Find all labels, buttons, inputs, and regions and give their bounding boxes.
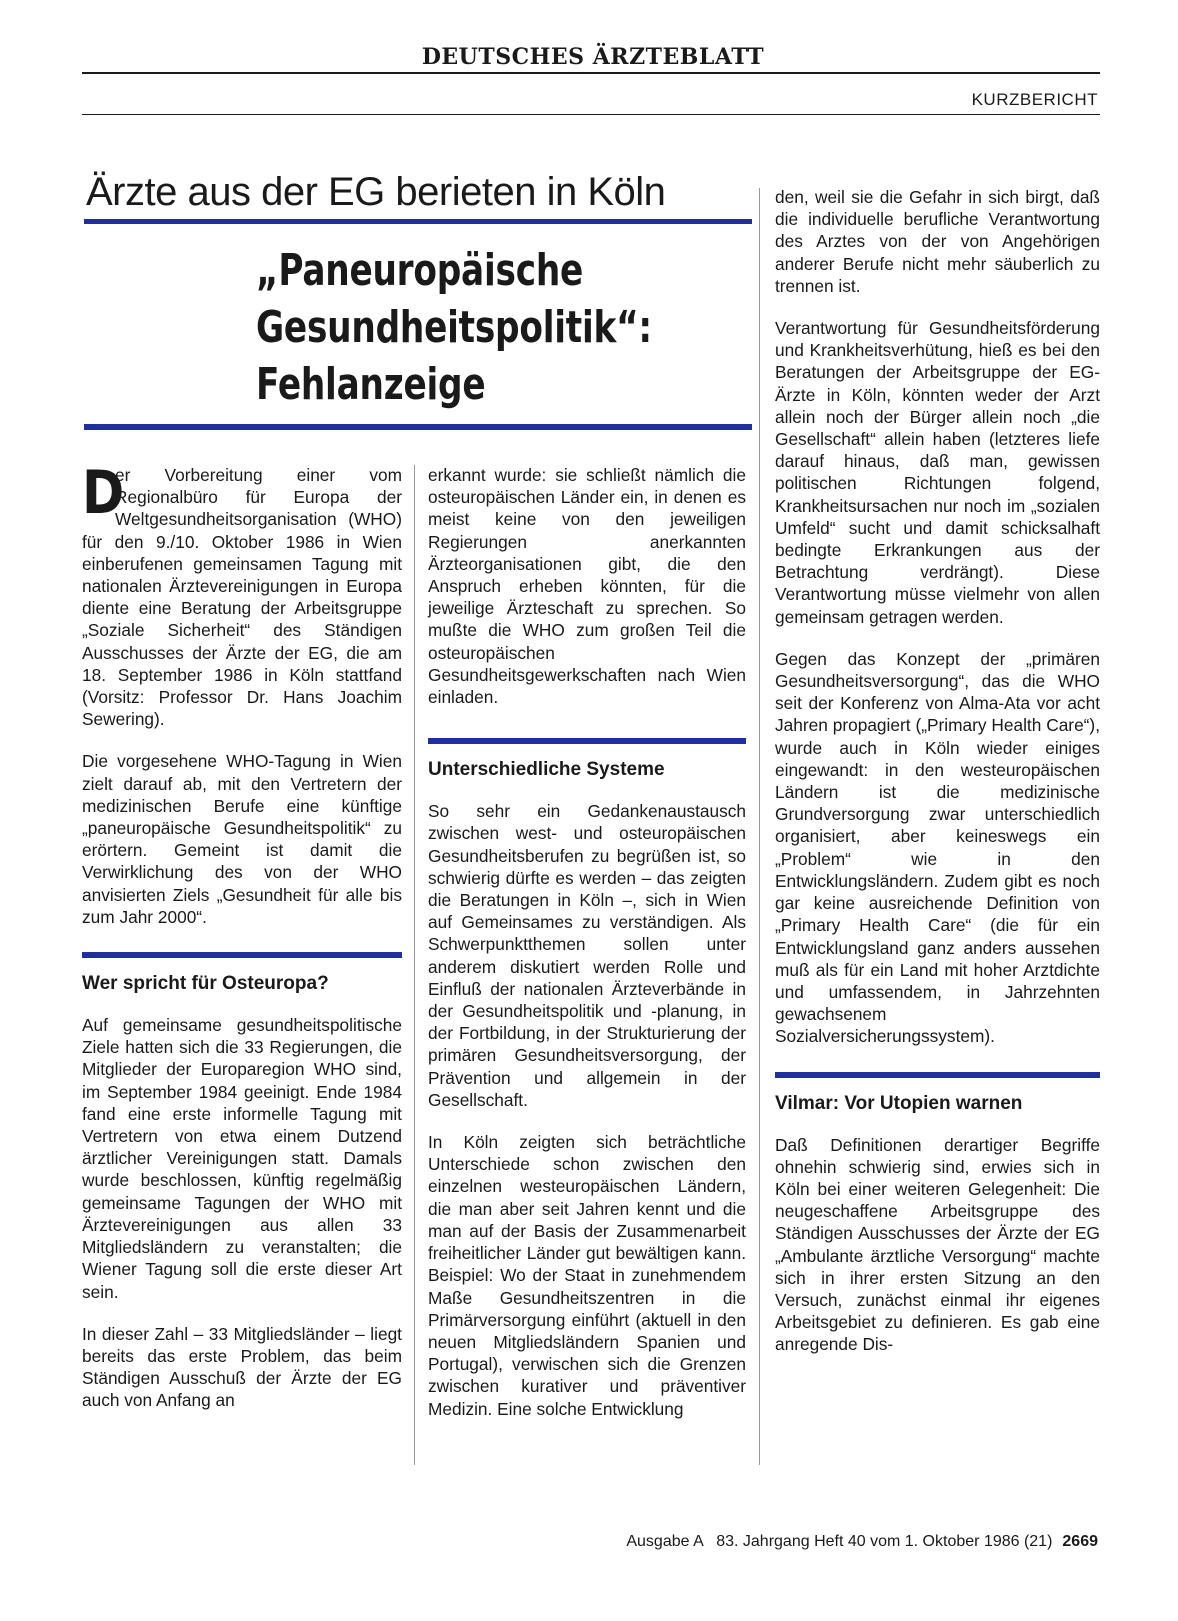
section-label: KURZBERICHT (971, 90, 1098, 109)
article-kicker: Ärzte aus der EG berieten in Köln (86, 170, 666, 214)
headline-underline (84, 424, 752, 430)
subhead-bar (82, 952, 402, 958)
column-2 (428, 464, 746, 1420)
article-headline (256, 242, 652, 413)
headline-line-1: „Paneuropäische (256, 245, 584, 296)
column-1 (82, 458, 402, 1412)
col1-paragraph-3: Auf gemeinsame gesundheitspolitische Ziele hatten sich die 33 Regierungen, die Mitglieder der Europaregion WHO sind, im September 1984 geeinigt. Ende 1984 fand eine erste informelle Tagung mit Vertretern von etwa einem Dutzend ärztlicher Vereinigungen statt. Damals wurde beschlossen, künftig regelmäßig gemeinsame Tagungen der WHO mit Ärztevereinigungen aus allen 33 Mitgliedsländern zu veranstalten; die Wiener Tagung soll die erste dieser Art sein. (82, 1015, 402, 1302)
subhead-bar (775, 1072, 1100, 1078)
col1-paragraph-1: D er Vorbereitung einer vom Regionalbüro für Europa der Weltgesundheitsorganisation (WHO) für den 9./10. Oktober 1986 in Wien einberufenen gemeinsamen Tagung mit nationalen Ärztevereinigungen in Europa diente eine Beratung der Arbeitsgruppe „Soziale Sicherheit“ des Ständigen Ausschusses der Ärzte der EG, die am 18. September 1986 in Köln stattfand (Vorsitz: Professor Dr. Hans Joachim Sewering). (82, 458, 402, 730)
col1-paragraph-4: In dieser Zahl – 33 Mitgliedsländer – liegt bereits das erste Problem, das beim Ständigen Ausschuß der Ärzte der EG auch von Anfang an (82, 1323, 402, 1411)
col1-paragraph-2: Die vorgesehene WHO-Tagung in Wien zielt darauf ab, mit den Vertretern der medizinischen Berufe eine künftige „paneuropäische Gesundheitspolitik“ zu erörtern. Gemeint ist damit die Verwirklichung des von der WHO anvisierten Ziels „Gesundheit für alle bis zum Jahr 2000“. (82, 751, 402, 927)
headline-line-3: Fehlanzeige (256, 359, 486, 410)
masthead-rule (82, 72, 1100, 74)
column-divider-2 (759, 188, 760, 1465)
drop-cap: D (82, 458, 125, 528)
section-rule (82, 114, 1100, 115)
col2-paragraph-2: So sehr ein Gedankenaustausch zwischen west- und osteuropäischen Gesundheitsberufen zu begrüßen ist, so schwierig dürfte es werden – das zeigten die Beratungen in Köln –, sich in Wien auf Gemeinsames zu verständigen. Als Schwerpunktthemen sollen unter anderem diskutiert werden Rolle und Einfluß der nationalen Ärzteverbände in der Gesundheitspolitik und -planung, in der Fortbildung, in der Strukturierung der primären Gesundheitsversorgung, der Prävention und allgemein in der Gesellschaft. (428, 801, 746, 1110)
subhead-bar (428, 738, 746, 744)
kicker-underline (84, 219, 752, 224)
subhead-osteuropa: Wer spricht für Osteuropa? (82, 973, 329, 995)
page-footer (626, 1533, 1098, 1551)
column-divider-1 (414, 465, 415, 1465)
subhead-systeme: Unterschiedliche Systeme (428, 759, 665, 781)
subhead-vilmar: Vilmar: Vor Utopien warnen (775, 1092, 1023, 1114)
col2-paragraph-1: erkannt wurde: sie schließt nämlich die osteuropäischen Länder ein, in denen es meist keine von den jeweiligen Regierungen anerkannten Ärzteorganisationen gibt, die den Anspruch erheben könnten, für die jeweilige Ärzteschaft zu sprechen. So mußte die WHO zum großen Teil die osteuropäischen Gesundheitsgewerkschaften nach Wien einladen. (428, 465, 746, 708)
page-number: 2669 (1062, 1533, 1098, 1550)
column-3 (775, 186, 1100, 1356)
masthead: DEUTSCHES ÄRZTEBLATT (421, 44, 765, 70)
col2-paragraph-3: In Köln zeigten sich beträchtliche Unterschiede schon zwischen den einzelnen westeuropäischen Ländern, die man aber seit Jahren kennt und die man auf der Basis der Zusammenarbeit freiheitlicher Länder gut bewältigen kann. Beispiel: Wo der Staat in zunehmendem Maße Gesundheitszentren in die Primärversorgung einführt (aktuell in den neuen Mitgliedsländern Spanien und Portugal), verwischen sich die Grenzen zwischen kurativer und präventiver Medizin. Eine solche Entwicklung (428, 1132, 746, 1419)
col3-paragraph-1: den, weil sie die Gefahr in sich birgt, daß die individuelle berufliche Verantwortung des Arztes von der von Angehörigen anderer Berufe nicht mehr säuberlich zu trennen ist. (775, 187, 1100, 296)
issue-info: Ausgabe A 83. Jahrgang Heft 40 vom 1. Oktober 1986 (21) (626, 1533, 1053, 1550)
col3-paragraph-2: Verantwortung für Gesundheitsförderung und Krankheitsverhütung, hieß es bei den Beratungen der Arbeitsgruppe der EG-Ärzte in Köln, könnten weder der Arzt allein noch der Bürger allein noch „die Gesellschaft“ allein haben (letzteres liefe darauf hinaus, daß man, gewissen politischen Richtungen folgend, Krankheitsursachen nur noch im „sozialen Umfeld“ sucht und damit schicksalhaft bedingte Erkrankungen aus der Betrachtung verdrängt). Diese Verantwortung müsse vielmehr von allen gemeinsam getragen werden. (775, 318, 1100, 627)
col3-paragraph-3: Gegen das Konzept der „primären Gesundheitsversorgung“, das die WHO seit der Konferenz von Alma-Ata vor acht Jahren propagiert („Primary Health Care“), wurde auch in Köln wieder einiges eingewandt: in den westeuropäischen Ländern ist die medizinische Grundversorgung zwar unterschiedlich organisiert, aber keineswegs ein „Problem“ wie in den Entwicklungsländern. Zudem gibt es noch gar keine ausreichende Definition von „Primary Health Care“ (die für ein Entwicklungsland ganz anders aussehen muß als für ein Land mit hoher Arztdichte und umfassendem, in Jahrzehnten gewachsenem Sozialversicherungssystem). (775, 648, 1100, 1047)
headline-line-2: Gesundheitspolitik“: (256, 302, 652, 353)
col3-paragraph-4: Daß Definitionen derartiger Begriffe ohnehin schwierig sind, erwies sich in Köln bei einer weiteren Gelegenheit: Die neugeschaffene Arbeitsgruppe des Ständigen Ausschusses der Ärzte der EG „Ambulante ärztliche Versorgung“ machte sich in ihrer ersten Sitzung an den Versuch, zunächst einmal ihr eigenes Arbeitsgebiet zu definieren. Es gab eine anregende Dis- (775, 1134, 1100, 1355)
